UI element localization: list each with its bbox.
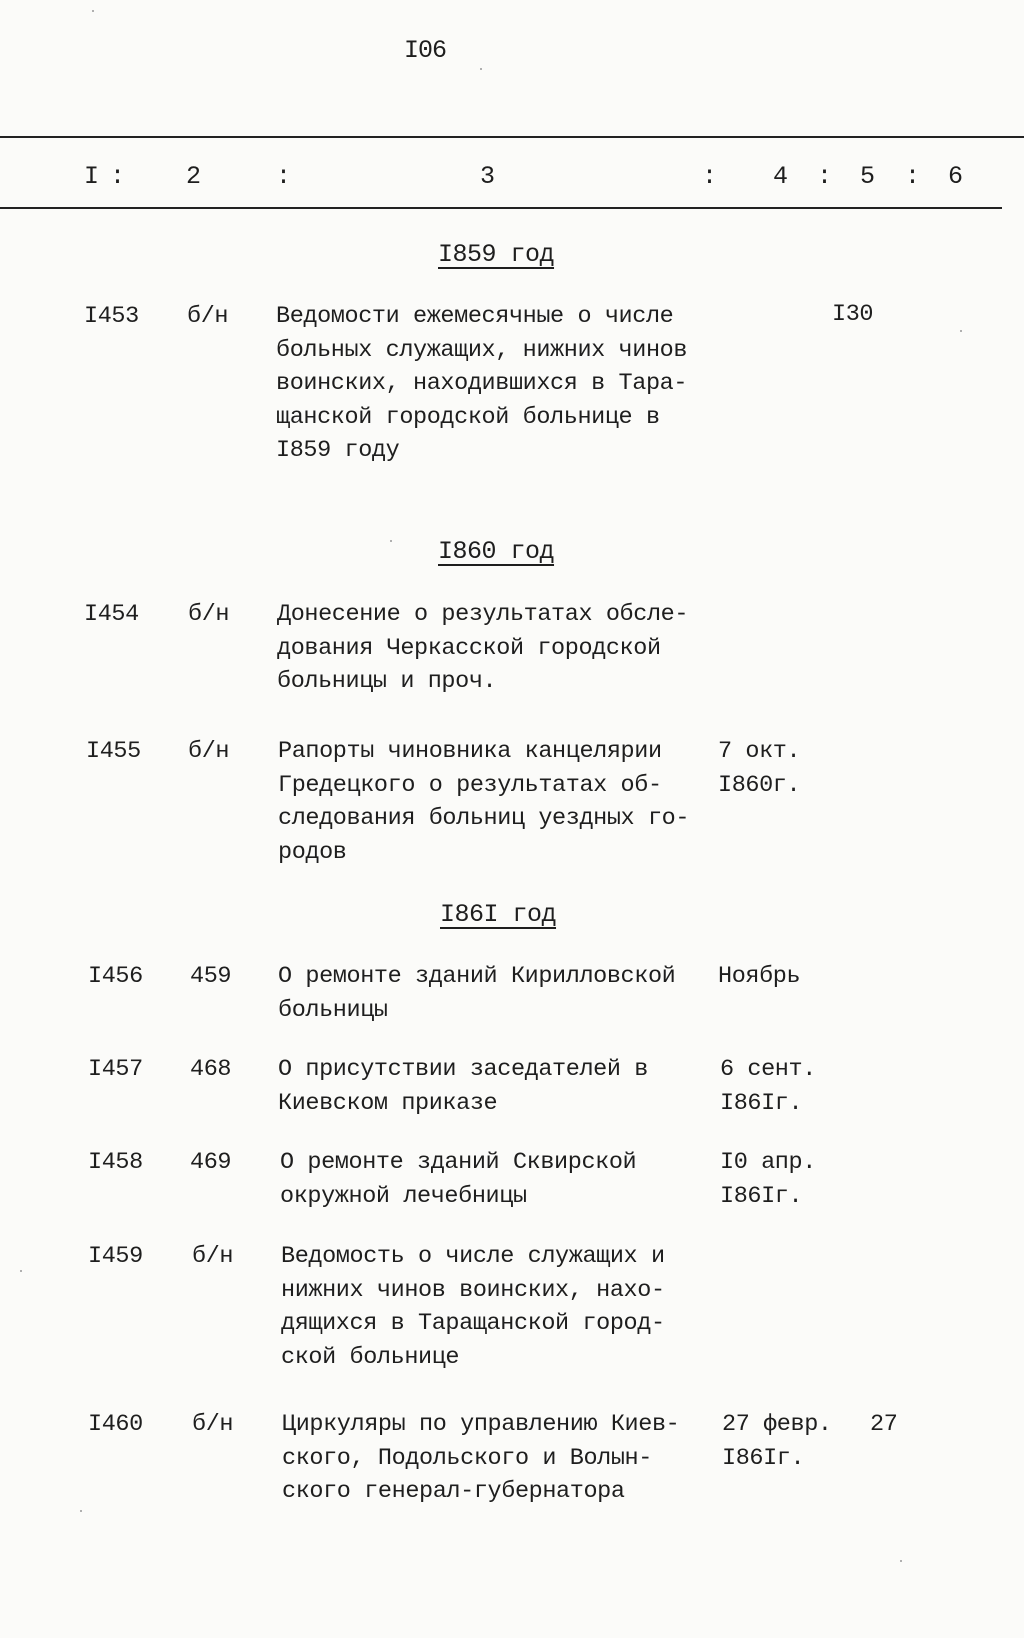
col-header-6: 6 (948, 162, 964, 191)
entry-title: О ремонте зданий Кирилловской больницы (278, 963, 676, 1024)
entry-number: I455 (86, 738, 141, 765)
col-header-5: 5 (860, 162, 876, 191)
entry-col2: 469 (190, 1149, 232, 1176)
scan-speck (92, 10, 94, 12)
entry-title: Донесение о результатах обсле- дования Черкасской городской больницы и проч. (277, 601, 689, 695)
entry-number: I459 (88, 1243, 143, 1270)
scan-speck (80, 1510, 82, 1512)
entry-col2: б/н (187, 303, 229, 330)
entry-title: Циркуляры по управлению Киев- ского, Подольского и Волын- ского генерал-губернатора (282, 1411, 680, 1505)
entry-col2: б/н (188, 601, 230, 628)
col-separator: : (276, 162, 292, 191)
col-header-1: I (84, 162, 100, 191)
col-separator: : (110, 162, 126, 191)
entry-number: I454 (84, 601, 139, 628)
entry-date: Ноябрь (718, 963, 801, 990)
header-bottom-rule (0, 207, 1002, 209)
entry-title: Ведомости ежемесячные о числе больных служащих, нижних чинов воинских, находившихся в Тара- щанской городской больнице в I859 году (276, 303, 688, 464)
col-header-2: 2 (186, 162, 202, 191)
entry-col2: б/н (192, 1411, 234, 1438)
header-top-rule (0, 136, 1024, 138)
entry-title: О присутствии заседателей в Киевском приказе (278, 1056, 648, 1117)
col-separator: : (905, 162, 921, 191)
entry-title: Рапорты чиновника канцелярии Гредецкого о результатах об- следования больниц уездных го- родов (278, 738, 690, 866)
entry-col5: I30 (832, 301, 874, 328)
entry-date: 27 февр. I86Iг. (722, 1411, 832, 1472)
col-header-3: 3 (480, 162, 496, 191)
entry-number: I456 (88, 963, 143, 990)
scan-speck (900, 1560, 902, 1562)
entry-title: Ведомость о числе служащих и нижних чинов воинских, нахо- дящихся в Таращанской город- ской больнице (281, 1243, 665, 1371)
col-separator: : (702, 162, 718, 191)
entry-col2: б/н (188, 738, 230, 765)
entry-col2: 459 (190, 963, 232, 990)
entry-date: 7 окт. I860г. (718, 738, 801, 799)
col-header-4: 4 (773, 162, 789, 191)
section-year-heading: I859 год (438, 240, 555, 269)
entry-col6: 27 (870, 1411, 898, 1438)
entry-number: I460 (88, 1411, 143, 1438)
entry-date: 6 сент. I86Iг. (720, 1056, 816, 1117)
entry-col2: 468 (190, 1056, 232, 1083)
section-year-heading: I860 год (438, 537, 555, 566)
col-separator: : (817, 162, 833, 191)
entry-number: I458 (88, 1149, 143, 1176)
scan-speck (20, 1270, 22, 1272)
entry-number: I457 (88, 1056, 143, 1083)
section-year-heading: I86I год (440, 900, 557, 929)
page-number: I06 (404, 36, 447, 65)
entry-title: О ремонте зданий Сквирской окружной лечебницы (280, 1149, 637, 1210)
scan-speck (390, 540, 392, 542)
entry-number: I453 (84, 303, 139, 330)
entry-col2: б/н (192, 1243, 234, 1270)
scan-speck (960, 330, 962, 332)
entry-date: I0 апр. I86Iг. (720, 1149, 816, 1210)
scan-speck (480, 68, 482, 70)
